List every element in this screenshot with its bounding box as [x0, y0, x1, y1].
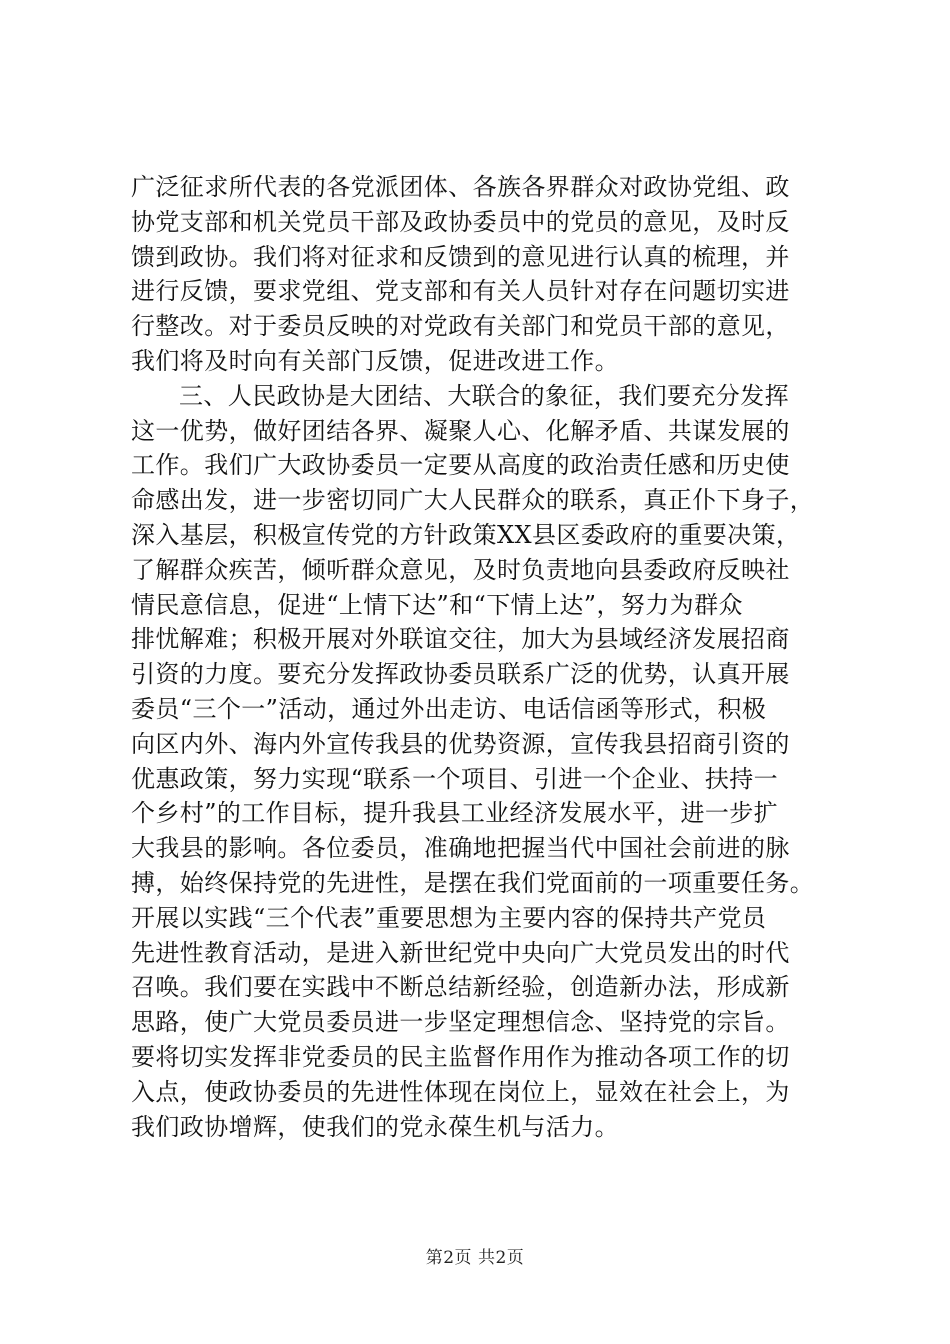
- text-line: 命感出发，进一步密切同广大人民群众的联系，真正仆下身子，: [131, 486, 815, 515]
- text-line: 我们政协增辉，使我们的党永葆生机与活力。: [131, 1112, 619, 1141]
- text-line: 优惠政策，努力实现“联系一个项目、引进一个企业、扶持一: [131, 764, 779, 793]
- page-footer: [0, 1243, 950, 1268]
- text-line: 排忧解难；积极开展对外联谊交往，加大为县域经济发展招商: [131, 625, 790, 654]
- text-line: 工作。我们广大政协委员一定要从高度的政治责任感和历史使: [131, 451, 790, 480]
- paragraph-start-line: 三、人民政协是大团结、大联合的象征，我们要充分发挥: [179, 381, 789, 410]
- text-line: 这一优势，做好团结各界、凝聚人心、化解矛盾、共谋发展的: [131, 416, 790, 445]
- text-line: 开展以实践“三个代表”重要思想为主要内容的保持共产党员: [131, 903, 767, 932]
- text-line: 大我县的影响。各位委员，准确地把握当代中国社会前进的脉: [131, 834, 790, 863]
- page-number-label: 第2页 共2页: [425, 1248, 525, 1268]
- text-line: 引资的力度。要充分发挥政协委员联系广泛的优势，认真开展: [131, 660, 790, 689]
- text-line: 进行反馈，要求党组、党支部和有关人员针对存在问题切实进: [131, 277, 790, 306]
- text-line: 协党支部和机关党员干部及政协委员中的党员的意见，及时反: [131, 207, 790, 236]
- text-line: 要将切实发挥非党委员的民主监督作用作为推动各项工作的切: [131, 1042, 790, 1071]
- text-line: 了解群众疾苦，倾听群众意见，及时负责地向县委政府反映社: [131, 555, 790, 584]
- text-line: 搏，始终保持党的先进性，是摆在我们党面前的一项重要任务。: [131, 868, 815, 897]
- text-line: 入点，使政协委员的先进性体现在岗位上，显效在社会上，为: [131, 1077, 790, 1106]
- text-line: 我们将及时向有关部门反馈，促进改进工作。: [131, 346, 619, 375]
- document-body: [131, 170, 831, 1144]
- text-line: 先进性教育活动，是进入新世纪党中央向广大党员发出的时代: [131, 938, 790, 967]
- text-line: 深入基层，积极宣传党的方针政策XX县区委政府的重要决策，: [131, 520, 801, 549]
- text-line: 馈到政协。我们将对征求和反馈到的意见进行认真的梳理，并: [131, 242, 790, 271]
- text-line: 情民意信息，促进“上情下达”和“下情上达”，努力为群众: [131, 590, 743, 619]
- text-line: 广泛征求所代表的各党派团体、各族各界群众对政协党组、政: [131, 173, 790, 201]
- text-line: 个乡村”的工作目标，提升我县工业经济发展水平，进一步扩: [131, 799, 779, 828]
- text-line: 思路，使广大党员委员进一步坚定理想信念、坚持党的宗旨。: [131, 1008, 790, 1037]
- text-line: 委员“三个一”活动，通过外出走访、电话信函等形式，积极: [131, 694, 767, 723]
- text-line: 行整改。对于委员反映的对党政有关部门和党员干部的意见，: [131, 312, 790, 341]
- text-line: 向区内外、海内外宣传我县的优势资源，宣传我县招商引资的: [131, 729, 790, 758]
- text-line: 召唤。我们要在实践中不断总结新经验，创造新办法，形成新: [131, 973, 790, 1002]
